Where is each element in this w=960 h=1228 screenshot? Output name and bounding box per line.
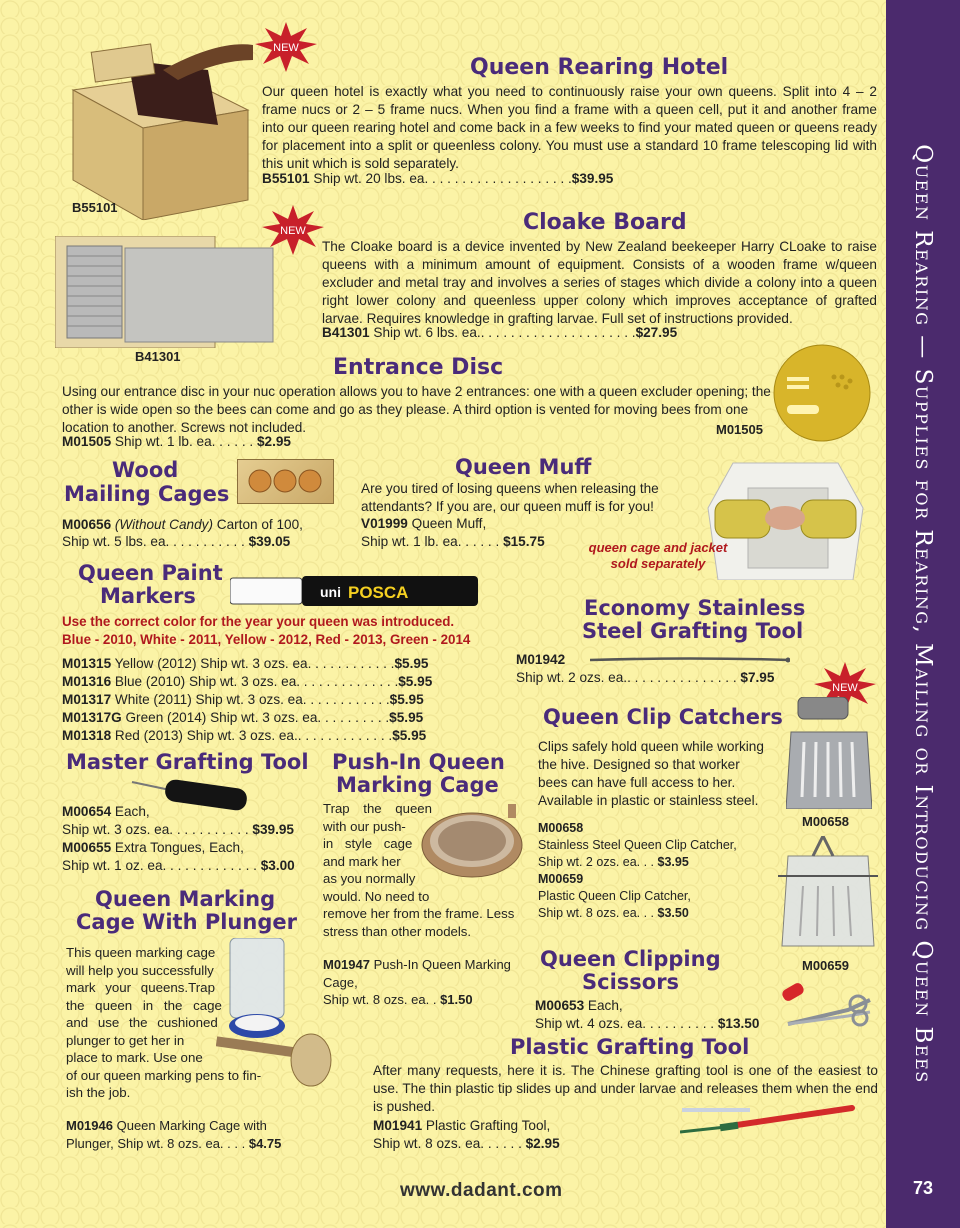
plastic-desc: After many requests, here it is. The Chinese grafting tool is one of the easiest to use. The thin plastic tip slides up and under larvae and releases them when the end is pushed. — [373, 1063, 878, 1114]
paint-list — [62, 655, 462, 745]
disc-desc: Using our entrance disc in your nuc operation allows you to have 2 entrances: one with a queen excluder opening; the other is wide open so the bees can come and go as they please. A third option is vented for moving bees from one location to another. Screws not included. — [62, 384, 771, 435]
clip-title: Queen Clip Catchers — [543, 705, 783, 729]
pushin-title-1: Push-In Queen — [332, 750, 505, 774]
muff-desc: Are you tired of losing queens when releasing the attendants? If you are, our queen muff is for you! — [361, 481, 659, 514]
paint-notice: Use the correct color for the year your queen was introduced. — [62, 614, 455, 629]
steel-tool-code: M01942 — [516, 652, 566, 667]
plunger-title-1: Queen Marking — [95, 887, 276, 911]
pushin-desc: Trap the queen with our push- in style cage and mark her as you normally would. No need to remove her from the frame. Less stress than other models. — [323, 801, 515, 939]
scissors-title-1: Queen Clipping — [540, 947, 721, 971]
scissors-title-2: Scissors — [582, 970, 680, 994]
svg-text:uni: uni — [320, 584, 341, 600]
master-order: M00654 Each, Ship wt. 3 ozs. ea. . . . . . . . . . . $39.95 M00655 Extra Tongues, Each, Ship wt. 1 oz. ea. . . . . . . . . . . . . $3.00 — [62, 804, 295, 873]
list-item: M01317 White (2011) Ship wt. 3 ozs. ea. . . . . . . . . . . .$5.95 — [62, 692, 424, 707]
list-item: M01318 Red (2013) Ship wt. 3 ozs. ea.. . . . . . . . . . . . .$5.95 — [62, 728, 427, 743]
plunger-title-2: Cage With Plunger — [76, 910, 297, 934]
new-badge — [255, 22, 317, 77]
clip-image-label-1: M00658 — [802, 814, 849, 829]
paint-title-2: Markers — [100, 584, 196, 608]
paint-colors: Blue - 2010, White - 2011, Yellow - 2012, Red - 2013, Green - 2014 — [62, 632, 471, 647]
cloake-image — [55, 236, 275, 348]
list-item: M01317G Green (2014) Ship wt. 3 ozs. ea. . . . . . . . . .$5.95 — [62, 710, 424, 725]
plastic-order: M01941 Plastic Grafting Tool, Ship wt. 8 ozs. ea. . . . . . $2.95 — [373, 1118, 560, 1151]
wood-cages-title-2: Mailing Cages — [64, 482, 230, 506]
wood-cage-image — [237, 459, 334, 504]
wood-cages-title-1: Wood — [112, 458, 179, 482]
svg-text:NEW: NEW — [273, 42, 299, 54]
footer-url[interactable]: www.dadant.com — [400, 1180, 563, 1201]
muff-title: Queen Muff — [455, 455, 592, 479]
pushin-title-2: Marking Cage — [336, 773, 499, 797]
disc-title: Entrance Disc — [333, 355, 504, 380]
svg-text:NEW: NEW — [280, 225, 306, 237]
clip-desc: Clips safely hold queen while working the hive. Designed so that worker bees can have full access to her. Available in plastic or stainless steel. — [538, 739, 764, 808]
cloake-order: B41301 Ship wt. 6 lbs. ea.. . . . . . . . . . . . . . . . . . . . .$27.95 — [322, 325, 678, 340]
pushin-cage-image — [420, 800, 525, 880]
plunger-order: M01946 Queen Marking Cage with Plunger, Ship wt. 8 ozs. ea. . . . $4.75 — [66, 1118, 282, 1151]
plastic-tool-image — [680, 1098, 856, 1138]
scissors-order: M00653 Each, Ship wt. 4 ozs. ea. . . . . . . . . . $13.50 — [535, 998, 760, 1031]
list-item: M01316 Blue (2010) Ship wt. 3 ozs. ea. . . . . . . . . . . . . .$5.95 — [62, 674, 433, 689]
cloake-desc: The Cloake board is a device invented by New Zealand beekeeper Harry CLoake to raise queens with a minimum amount of equipment. Consists of a wooden frame w/queen excluder and metal tray and involves a series of stages which divide a colony into a queen right lower colony and queenless upper colony which improves acceptance of grafted larvae. Requires knowledge in grafting larvae. Full set of instructions provided. — [322, 239, 877, 326]
master-title: Master Grafting Tool — [66, 750, 309, 774]
hotel-order: B55101 Ship wt. 20 lbs. ea. . . . . . . . . . . . . . . . . . . .$39.95 — [262, 171, 614, 186]
steel-tool-title-2: Steel Grafting Tool — [582, 619, 804, 643]
plunger-desc: This queen marking cage will help you successfully mark your queens.Trap the queen in the cage and use the cushioned plunger to get her in place to mark. Use one of our queen marking pens to fin- ish the job. — [66, 945, 262, 1100]
page-number: 73 — [912, 1178, 934, 1198]
disc-image — [772, 343, 872, 443]
clip-steel-image — [786, 697, 872, 809]
muff-line1: V01999 Queen Muff, — [361, 516, 487, 531]
cloake-image-label: B41301 — [135, 349, 181, 364]
clip-order: M00658 Stainless Steel Queen Clip Catcher, Ship wt. 2 ozs. ea. . . $3.95 M00659 Plastic Queen Clip Catcher, Ship wt. 8 ozs. ea. . . $3.50 — [538, 821, 737, 920]
muff-caption: queen cage and jacket sold separately — [588, 540, 728, 571]
scissors-image — [778, 978, 874, 1034]
muff-order: Ship wt. 1 lb. ea. . . . . . $15.75 — [361, 534, 545, 549]
pushin-order: M01947 Push-In Queen Marking Cage, Ship wt. 8 ozs. ea. . $1.50 — [323, 957, 511, 1007]
disc-order: M01505 Ship wt. 1 lb. ea. . . . . . $2.95 — [62, 434, 291, 449]
wood-cages-line1: M00656 (Without Candy) Carton of 100, — [62, 517, 303, 532]
hotel-image-label: B55101 — [72, 200, 118, 215]
list-item: M01315 Yellow (2012) Ship wt. 3 ozs. ea. . . . . . . . . . . .$5.95 — [62, 656, 429, 671]
steel-tool-image — [590, 652, 790, 662]
hotel-image — [68, 40, 253, 220]
wood-cages-order: Ship wt. 5 lbs. ea. . . . . . . . . . . $39.05 — [62, 534, 291, 549]
hotel-title: Queen Rearing Hotel — [470, 55, 729, 80]
hotel-desc: Our queen hotel is exactly what you need to continuously raise your own queens. Split into 4 – 2 frame nucs or 2 – 5 frame nucs. When you find a frame with a queen cell, put it and another frame into our queen rearing hotel and come back in a few weeks to find your mated queen or queens ready for placement into a split or queenless colony. You must use a standard 10 frame telescoping lid with this unit which is sold separately. — [262, 84, 877, 171]
clip-image-label-2: M00659 — [802, 958, 849, 973]
steel-tool-title-1: Economy Stainless — [584, 596, 806, 620]
svg-text:POSCA: POSCA — [348, 583, 409, 602]
plastic-title: Plastic Grafting Tool — [510, 1035, 750, 1059]
paint-title-1: Queen Paint — [78, 561, 223, 585]
svg-text:NEW: NEW — [832, 682, 858, 694]
sidebar-title: Queen Rearing — Supplies for Rearing, Mailing or Introducing Queen Bees — [910, 144, 936, 1084]
new-badge — [262, 205, 324, 260]
paint-pen-image — [230, 574, 480, 608]
clip-plastic-image — [778, 836, 878, 952]
disc-image-label: M01505 — [716, 422, 763, 437]
steel-tool-order: Ship wt. 2 ozs. ea.. . . . . . . . . . . . . . . $7.95 — [516, 670, 775, 685]
plunger-image — [216, 938, 336, 1088]
cloake-title: Cloake Board — [523, 210, 687, 235]
